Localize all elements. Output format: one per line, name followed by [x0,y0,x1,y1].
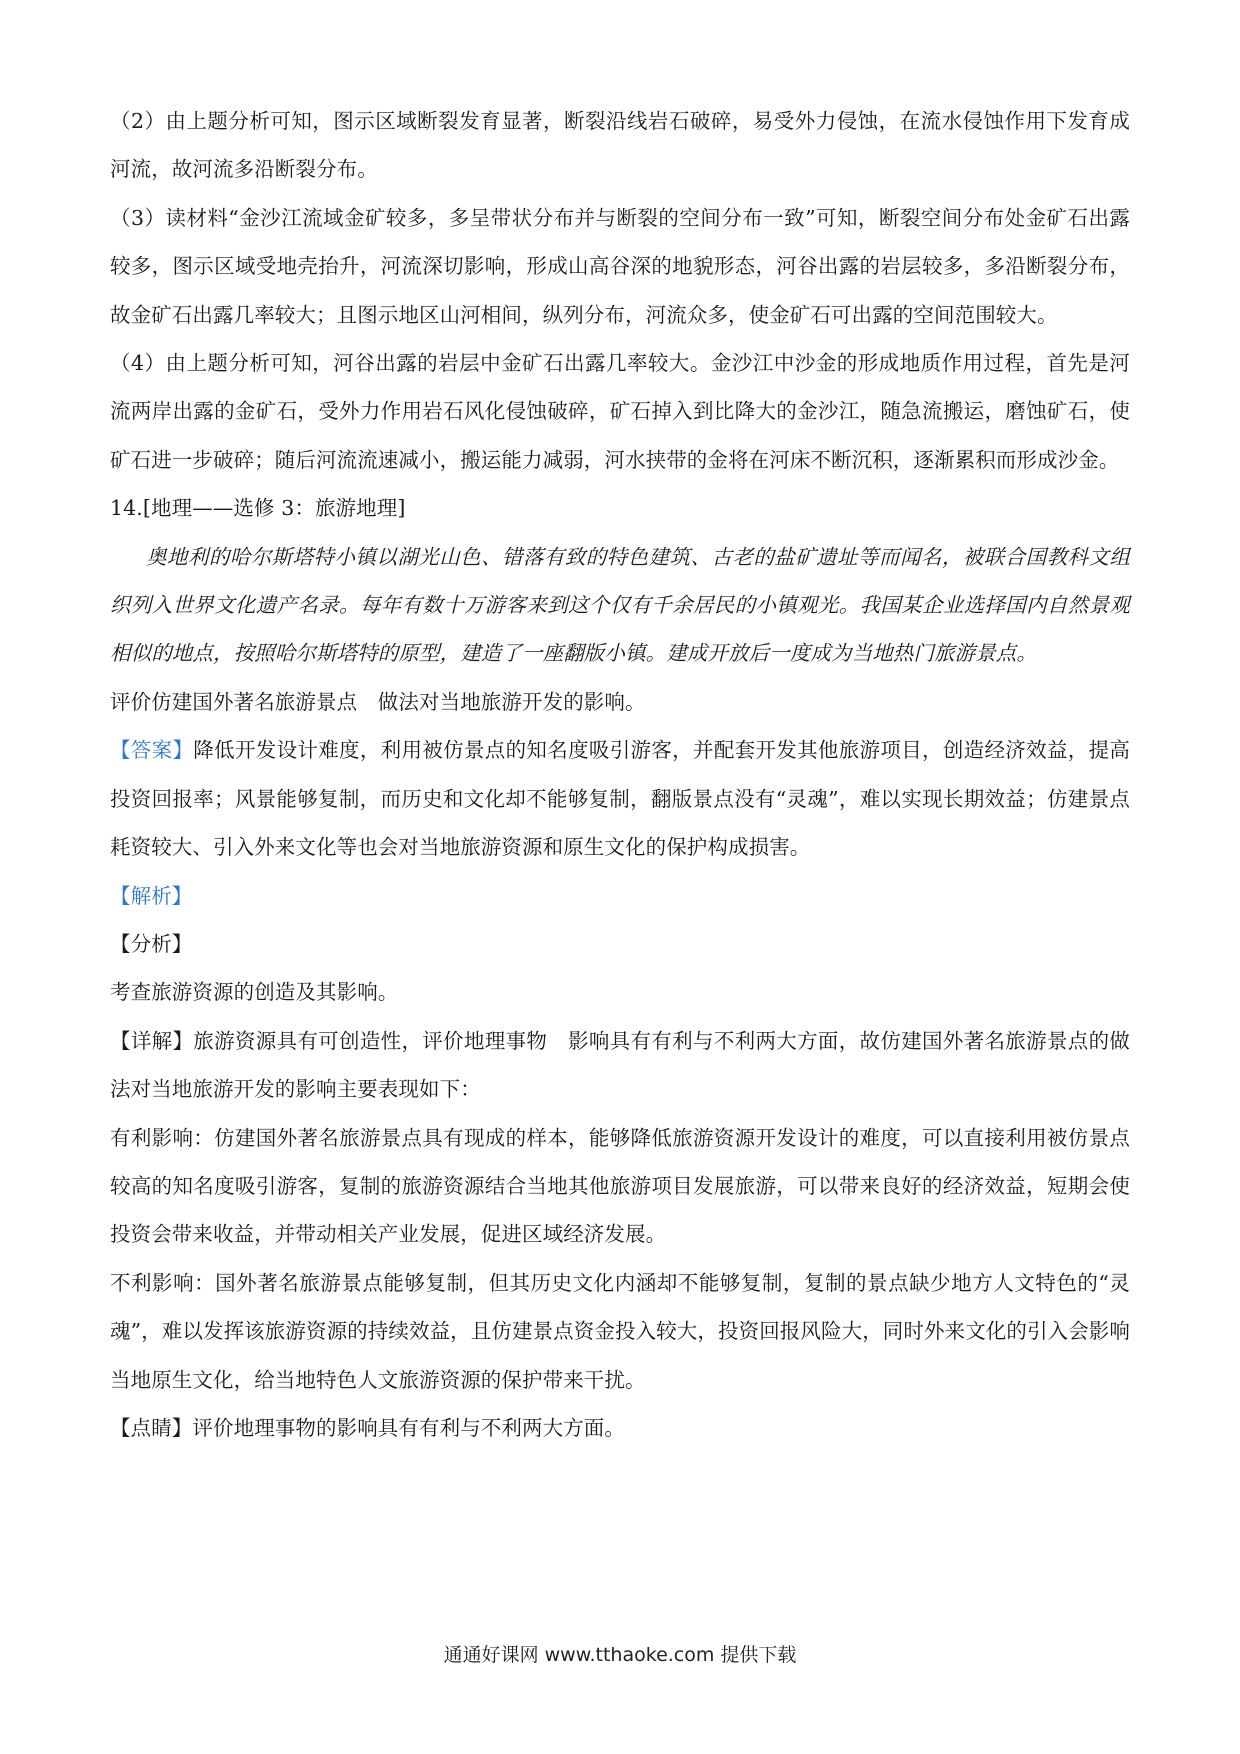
paragraph-q4-analysis: （4）由上题分析可知，河谷出露的岩层中金矿石出露几率较大。金沙江中沙金的形成地质作用过程，首先是河流两岸出露的金矿石，受外力作用岩石风化侵蚀破碎，矿石掉入到比降大的金沙江，随急流搬运，磨蚀矿石，使矿石进一步破碎；随后河流流速减小，搬运能力减弱，河水挟带的金将在河床不断沉积，逐渐累积而形成沙金。 [110,351,1130,472]
answer-paragraph [110,726,1130,871]
question-14-material: 奥地利的哈尔斯塔特小镇以湖光山色、错落有致的特色建筑、古老的盐矿遗址等而闻名，被联合国教科文组织列入世界文化遗产名录。每年有数十万游客来到这个仅有千余居民的小镇观光。我国某企业选择国内自然景观相似的地点，按照哈尔斯塔特的原型，建造了一座翻版小镇。建成开放后一度成为当地热门旅游景点。 [110,544,1130,666]
footer-watermark: 通通好课网 www.tthaoke.com 提供下载 [443,1644,797,1666]
dianjing-label: 【点睛】 [110,1415,193,1440]
paragraph-q3-analysis: （3）读材料“金沙江流域金矿较多，多呈带状分布并与断裂的空间分布一致”可知，断裂空间分布处金矿石出露较多，图示区域受地壳抬升，河流深切影响，形成山高谷深的地貌形态，河谷出露的岩层较多，多沿断裂分布，故金矿石出露几率较大；且图示地区山河相间，纵列分布，河流众多，使金矿石可出露的空间范围较大。 [110,205,1130,327]
question-14-prompt: 评价仿建国外著名旅游景点 做法对当地旅游开发的影响。 [110,689,646,714]
detail-label: 【详解】 [110,1028,194,1053]
fenxi-text: 考查旅游资源的创造及其影响。 [110,980,399,1005]
dianjing-paragraph [110,1404,1130,1452]
unfavorable-impact: 不利影响：国外著名旅游景点能够复制，但其历史文化内涵却不能够复制，复制的景点缺少地方人文特色的“灵魂”，难以发挥该旅游资源的持续效益，且仿建景点资金投入较大，投资回报风险大，同时外来文化的引入会影响当地原生文化，给当地特色人文旅游资源的保护带来干扰。 [110,1270,1130,1392]
analysis-label: 【解析】 [110,883,193,908]
favorable-impact: 有利影响：仿建国外著名旅游景点具有现成的样本，能够降低旅游资源开发设计的难度，可以直接利用被仿景点较高的知名度吸引游客，复制的旅游资源结合当地其他旅游项目发展旅游，可以带来良好的经济效益，短期会使投资会带来收益，并带动相关产业发展，促进区域经济发展。 [110,1125,1130,1247]
question-14-header: 14.[地理——选修 3：旅游地理] [110,496,406,521]
fenxi-label: 【分析】 [110,931,193,956]
paragraph-q2-analysis: （2）由上题分析可知，图示区域断裂发育显著，断裂沿线岩石破碎，易受外力侵蚀，在流水侵蚀作用下发育成河流，故河流多沿断裂分布。 [110,109,1130,182]
answer-text: 降低开发设计难度，利用被仿景点的知名度吸引游客，并配套开发其他旅游项目，创造经济效益，提高投资回报率；风景能够复制，而历史和文化却不能够复制，翻版景点没有“灵魂”，难以实现长期效益；仿建景点耗资较大、引入外来文化等也会对当地旅游资源和原生文化的保护构成损害。 [110,738,1131,860]
answer-label: 【答案】 [110,738,194,763]
detail-paragraph [110,1017,1130,1114]
dianjing-text: 评价地理事物的影响具有有利与不利两大方面。 [192,1415,626,1440]
document-body [110,97,1130,1452]
detail-text: 旅游资源具有可创造性，评价地理事物 影响具有有利与不利两大方面，故仿建国外著名旅游景点的做法对当地旅游开发的影响主要表现如下： [110,1028,1131,1102]
